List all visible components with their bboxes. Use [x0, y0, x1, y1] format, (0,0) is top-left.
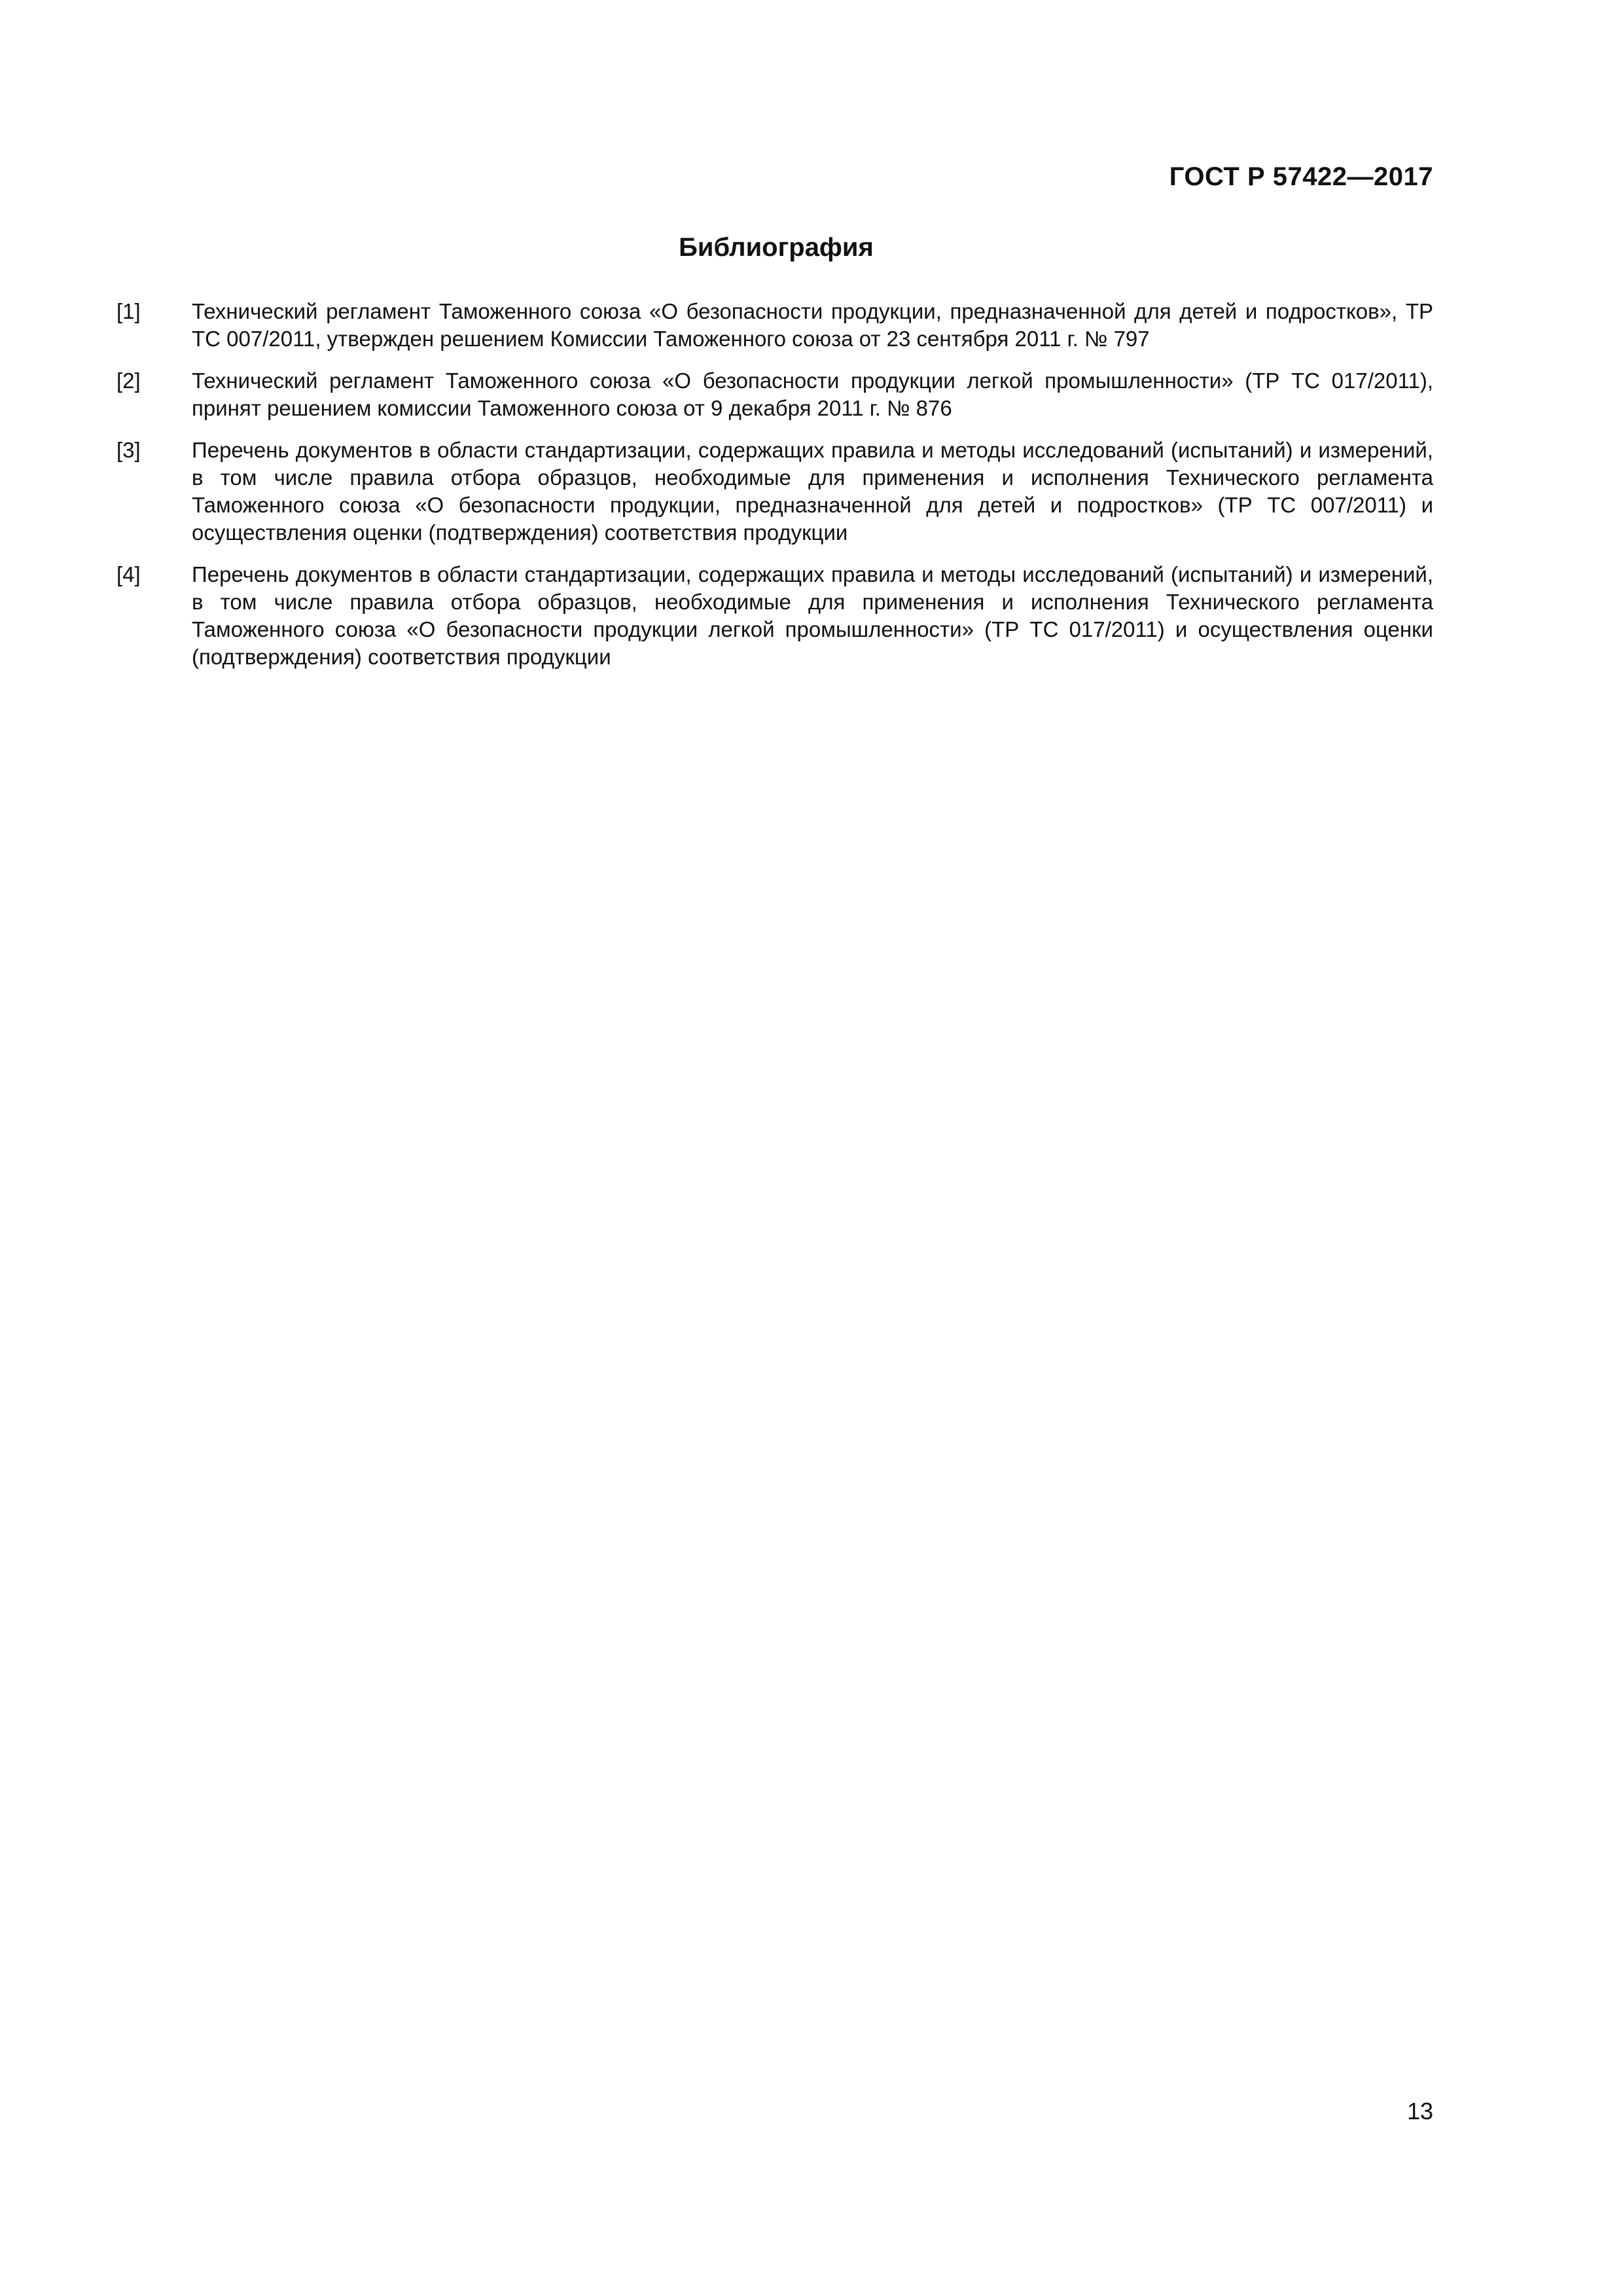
document-code: ГОСТ Р 57422—2017	[1169, 162, 1433, 191]
entry-number: [2]	[116, 368, 141, 393]
bibliography-list	[116, 298, 1433, 685]
entry-number: [1]	[116, 299, 141, 323]
bibliography-entry	[116, 298, 1433, 353]
entry-text: Перечень документов в области стандартизации, содержащих правила и методы исследований (испытаний) и измерений, в том числе правила отбора образцов, необходимые для применения и исполнения Технического регламента Таможенного союза «О безопасности продукции легкой промышленности» (ТР ТС 017/2011) и осуществления оценки (подтверждения) соответствия продукции	[192, 562, 1433, 669]
bibliography-entry	[116, 437, 1433, 547]
entry-text: Технический регламент Таможенного союза «О безопасности продукции легкой промышленности» (ТР ТС 017/2011), принят решением комиссии Таможенного союза от 9 декабря 2011 г. № 876	[192, 368, 1433, 420]
section-title: Библиография	[679, 233, 874, 262]
entry-text: Перечень документов в области стандартизации, содержащих правила и методы исследований (испытаний) и измерений, в том числе правила отбора образцов, необходимые для применения и исполнения Технического регламента Таможенного союза «О безопасности продукции, предназначенной для детей и подростков» (ТР ТС 007/2011) и осуществления оценки (подтверждения) соответствия продукции	[192, 438, 1433, 545]
entry-text: Технический регламент Таможенного союза «О безопасности продукции, предназначенной для детей и подростков», ТР ТС 007/2011, утвержден решением Комиссии Таможенного союза от 23 сентября 2011 г. № 797	[192, 299, 1433, 351]
bibliography-entry	[116, 561, 1433, 671]
bibliography-entry	[116, 367, 1433, 422]
entry-number: [3]	[116, 438, 141, 462]
entry-number: [4]	[116, 562, 141, 586]
page-number: 13	[1406, 2098, 1433, 2125]
